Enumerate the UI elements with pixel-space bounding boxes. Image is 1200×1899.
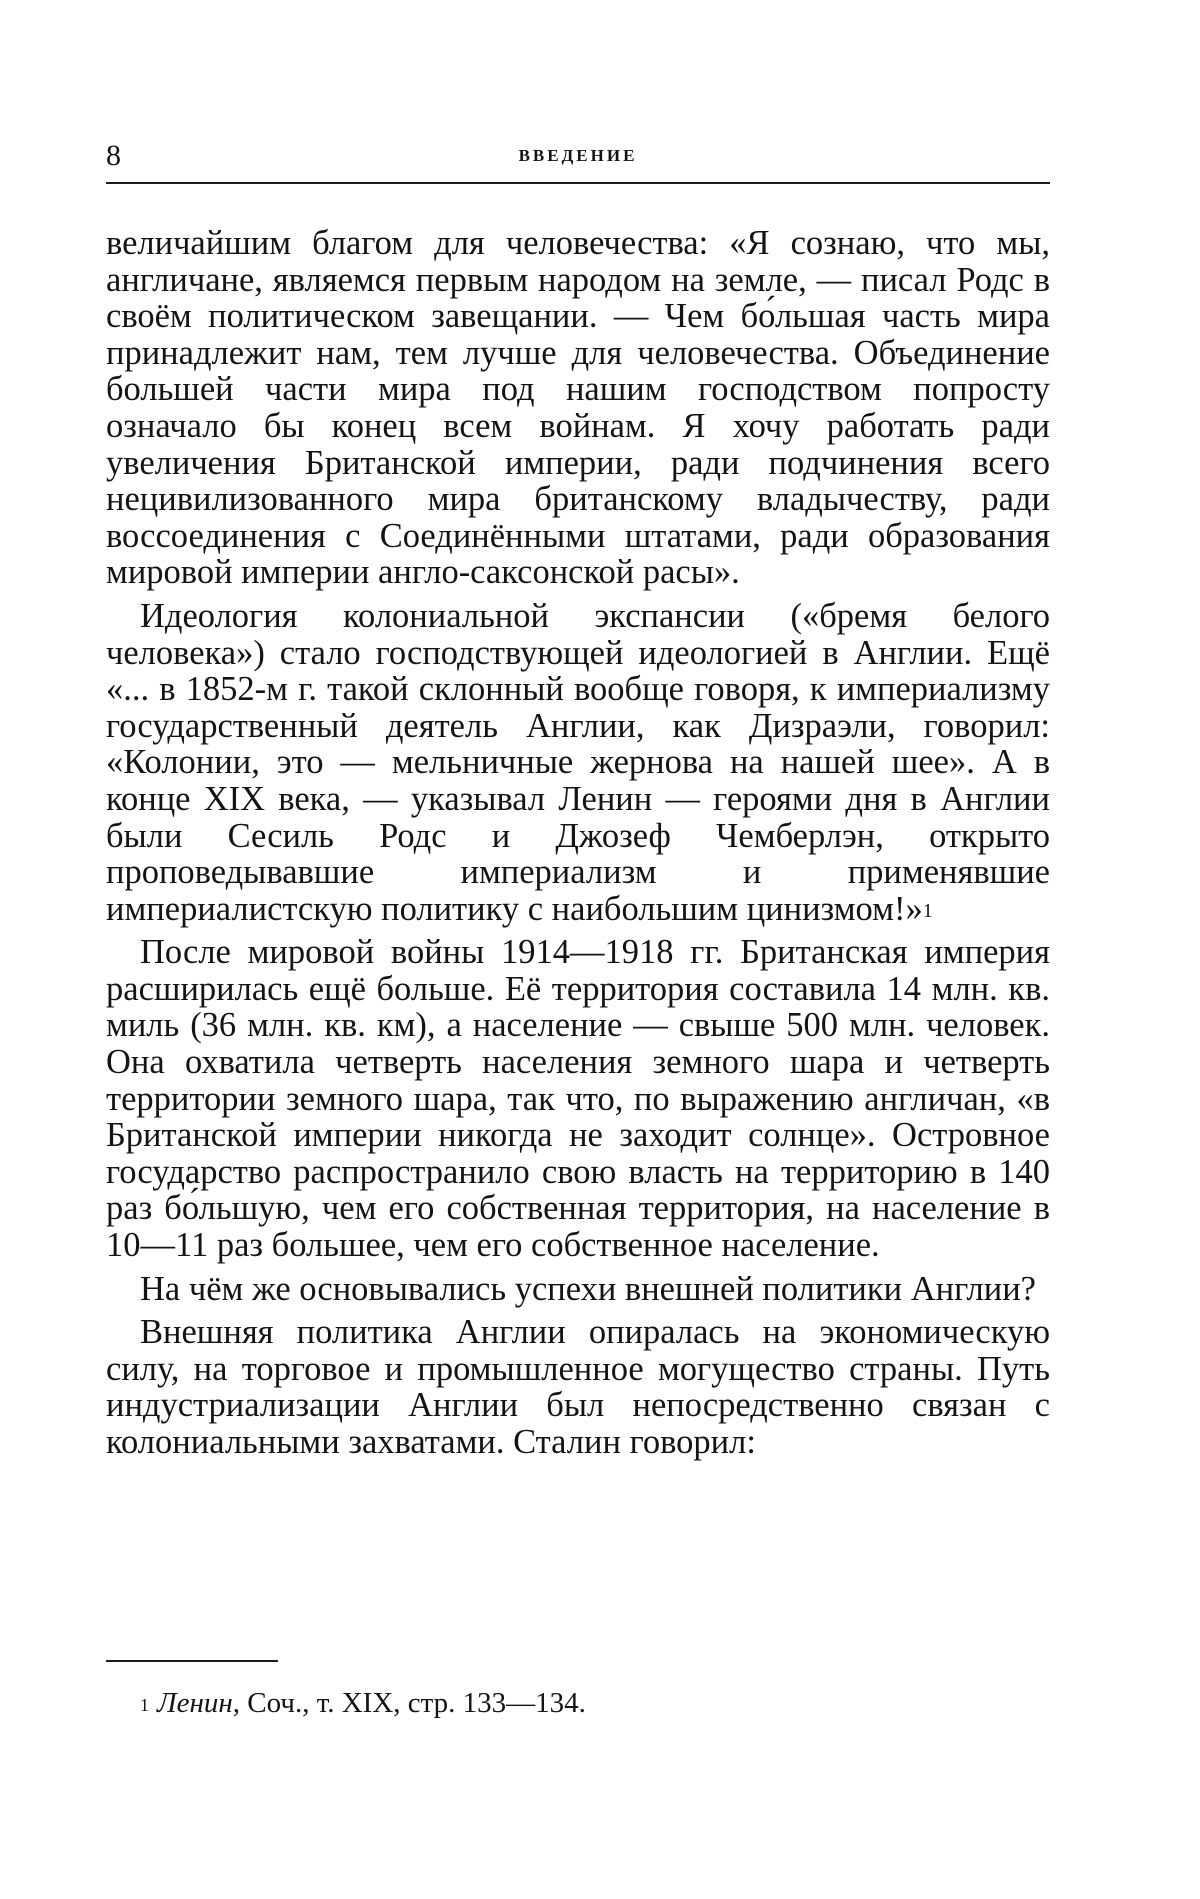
paragraph-4: На чём же основывались успехи внешней политики Англии? — [140, 1269, 1036, 1308]
footnote-author: Ленин — [157, 1687, 233, 1719]
footnote-rule — [106, 1660, 278, 1662]
page-number: 8 — [106, 139, 121, 172]
body-text — [106, 225, 1050, 1461]
running-head: ВВЕДЕНИЕ — [518, 146, 638, 165]
paragraph-5: Внешняя политика Англии опиралась на экономическую силу, на торговое и промышленное могущество страны. Путь индустриализации Англии был непосредственно связан с колониальными захватами. Сталин говорил: — [106, 1313, 1050, 1461]
paragraph-2 — [106, 598, 1050, 927]
header-rule — [106, 182, 1050, 184]
footnote-mark: 1 — [140, 1695, 149, 1715]
paragraph-1: величайшим благом для человечества: «Я сознаю, что мы, англичане, являемся первым народом на земле, — писал Родс в своём политическом завещании. — Чем бо́льшая часть мира принадлежит нам, тем лучше для человечества. Объединение большей части мира под нашим господством попросту означало бы конец всем войнам. Я хочу работать ради увеличения Британской империи, ради подчинения всего нецивилизованного мира британскому владычеству, ради воссоединения с Соединёнными штатами, ради образования мировой империи англо-саксонской расы». — [106, 224, 1050, 592]
footnote — [140, 1686, 1020, 1720]
page-header — [106, 138, 1050, 178]
footnote-text: , Соч., т. XIX, стр. 133—134. — [232, 1687, 586, 1719]
paragraph-2-text: Идеология колониальной экспансии («бремя белого человека») стало господствующей идеологией в Англии. Ещё «... в 1852-м г. такой склонный вообще говоря, к империализму государственный деятель Англии, как Дизраэли, говорил: «Колонии, это — мельничные жернова на нашей шее». А в конце XIX века, — указывал Ленин — героями дня в Англии были Сесиль Родс и Джозеф Чемберлэн, открыто проповедывавшие империализм и применявшие империалистскую политику с наибольшим цинизмом!» — [106, 596, 1050, 928]
paragraph-3: После мировой войны 1914—1918 гг. Британская империя расширилась ещё больше. Её территория составила 14 млн. кв. миль (36 млн. кв. км), а население — свыше 500 млн. человек. Она охватила четверть населения земного шара и четверть территории земного шара, так что, по выражению англичан, «в Британской империи никогда не заходит солнце». Островное государство распространило свою власть на территорию в 140 раз бо́льшую, чем его собственная территория, на население в 10—11 раз большее, чем его собственное население. — [106, 933, 1050, 1265]
footnote-reference: 1 — [922, 899, 933, 922]
